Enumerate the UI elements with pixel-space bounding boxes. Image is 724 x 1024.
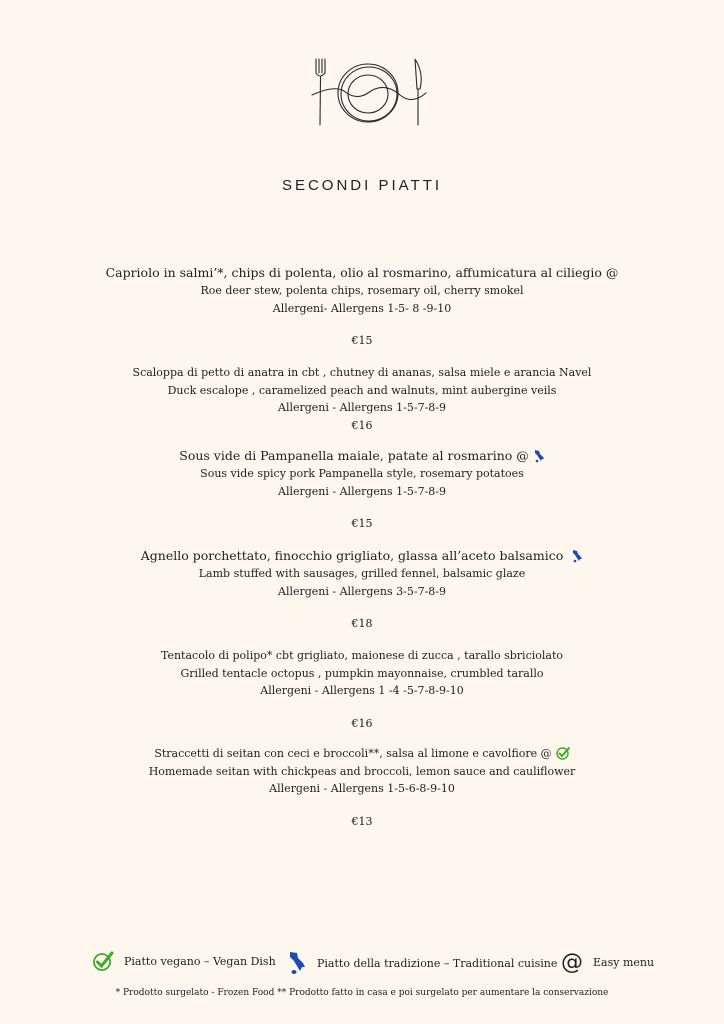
dish-name-row: [0, 547, 724, 565]
italy-icon: [287, 950, 307, 976]
dish-translation: Grilled tentacle octopus , pumpkin mayonnaise, crumbled tarallo: [180, 666, 544, 680]
legend: [0, 950, 724, 980]
dish-allergens: Allergeni - Allergens 1-5-7-8-9: [278, 401, 446, 414]
dish-name: Sous vide di Pampanella maiale, patate al rosmarino @: [179, 448, 529, 463]
footnote: * Prodotto surgelato - Frozen Food ** Prodotto fatto in casa e poi surgelato per aumentare la conservazione: [115, 988, 609, 998]
at-symbol: @: [561, 950, 583, 975]
dish-translation: Lamb stuffed with sausages, grilled fennel, balsamic glaze: [198, 567, 526, 580]
dish-name: Tentacolo di polipo* cbt grigliato, maionese di zucca , tarallo sbriciolato: [160, 649, 563, 662]
dish-translation: Sous vide spicy pork Pampanella style, rosemary potatoes: [200, 467, 524, 480]
menu-item: [0, 264, 724, 350]
dish-translation: Duck escalope , caramelized peach and walnuts, mint aubergine veils: [167, 383, 557, 397]
dish-price: €16: [351, 418, 373, 432]
page-title: SECONDI PIATTI: [281, 177, 443, 194]
fork-plate-knife-logo: [304, 55, 432, 130]
dish-allergens: Allergeni- Allergens 1-5- 8 -9-10: [272, 301, 452, 315]
legend-traditional-label: Piatto della tradizione – Traditional cuisine: [317, 956, 558, 970]
dish-allergens: Allergeni - Allergens 1-5-6-8-9-10: [269, 782, 455, 795]
menu-item: [0, 647, 724, 732]
dish-price: €15: [351, 334, 373, 347]
dish-translation: Roe deer stew, polenta chips, rosemary oil, cherry smokel: [200, 284, 524, 297]
dish-name-row: [0, 745, 724, 763]
dish-name: Capriolo in salmi’*, chips di polenta, olio al rosmarino, affumicatura al ciliegio @: [105, 265, 619, 280]
dish-price: €15: [351, 517, 373, 530]
vegan-check-icon: [556, 746, 570, 760]
legend-vegan-label: Piatto vegano – Vegan Dish: [124, 954, 276, 968]
legend-easy-label: Easy menu: [593, 956, 655, 969]
menu-item: [0, 447, 724, 533]
legend-vegan: [92, 950, 276, 972]
vegan-check-icon: [92, 950, 114, 972]
italy-icon: [571, 549, 583, 563]
legend-easy: [561, 950, 654, 975]
dish-price: €13: [351, 814, 373, 828]
dish-name: Straccetti di seitan con ceci e broccoli**, salsa al limone e cavolfiore @: [154, 747, 552, 760]
dish-price: €18: [351, 617, 373, 630]
menu-item: [0, 745, 724, 830]
dish-name: Agnello porchettato, finocchio grigliato, glassa all’aceto balsamico: [140, 548, 564, 563]
dish-allergens: Allergeni - Allergens 1-5-7-8-9: [278, 484, 446, 498]
menu-item: [0, 547, 724, 633]
dish-translation: Homemade seitan with chickpeas and broccoli, lemon sauce and cauliflower: [148, 764, 576, 778]
dish-name-row: [0, 447, 724, 465]
dish-price: €16: [351, 716, 373, 730]
italy-icon: [533, 449, 545, 463]
menu-item: [0, 364, 724, 434]
dish-allergens: Allergeni - Allergens 1 -4 -5-7-8-9-10: [260, 684, 464, 697]
legend-traditional: [287, 950, 557, 976]
dish-allergens: Allergeni - Allergens 3-5-7-8-9: [278, 584, 446, 598]
dish-name: Scaloppa di petto di anatra in cbt , chutney di ananas, salsa miele e arancia Navel: [132, 366, 592, 379]
